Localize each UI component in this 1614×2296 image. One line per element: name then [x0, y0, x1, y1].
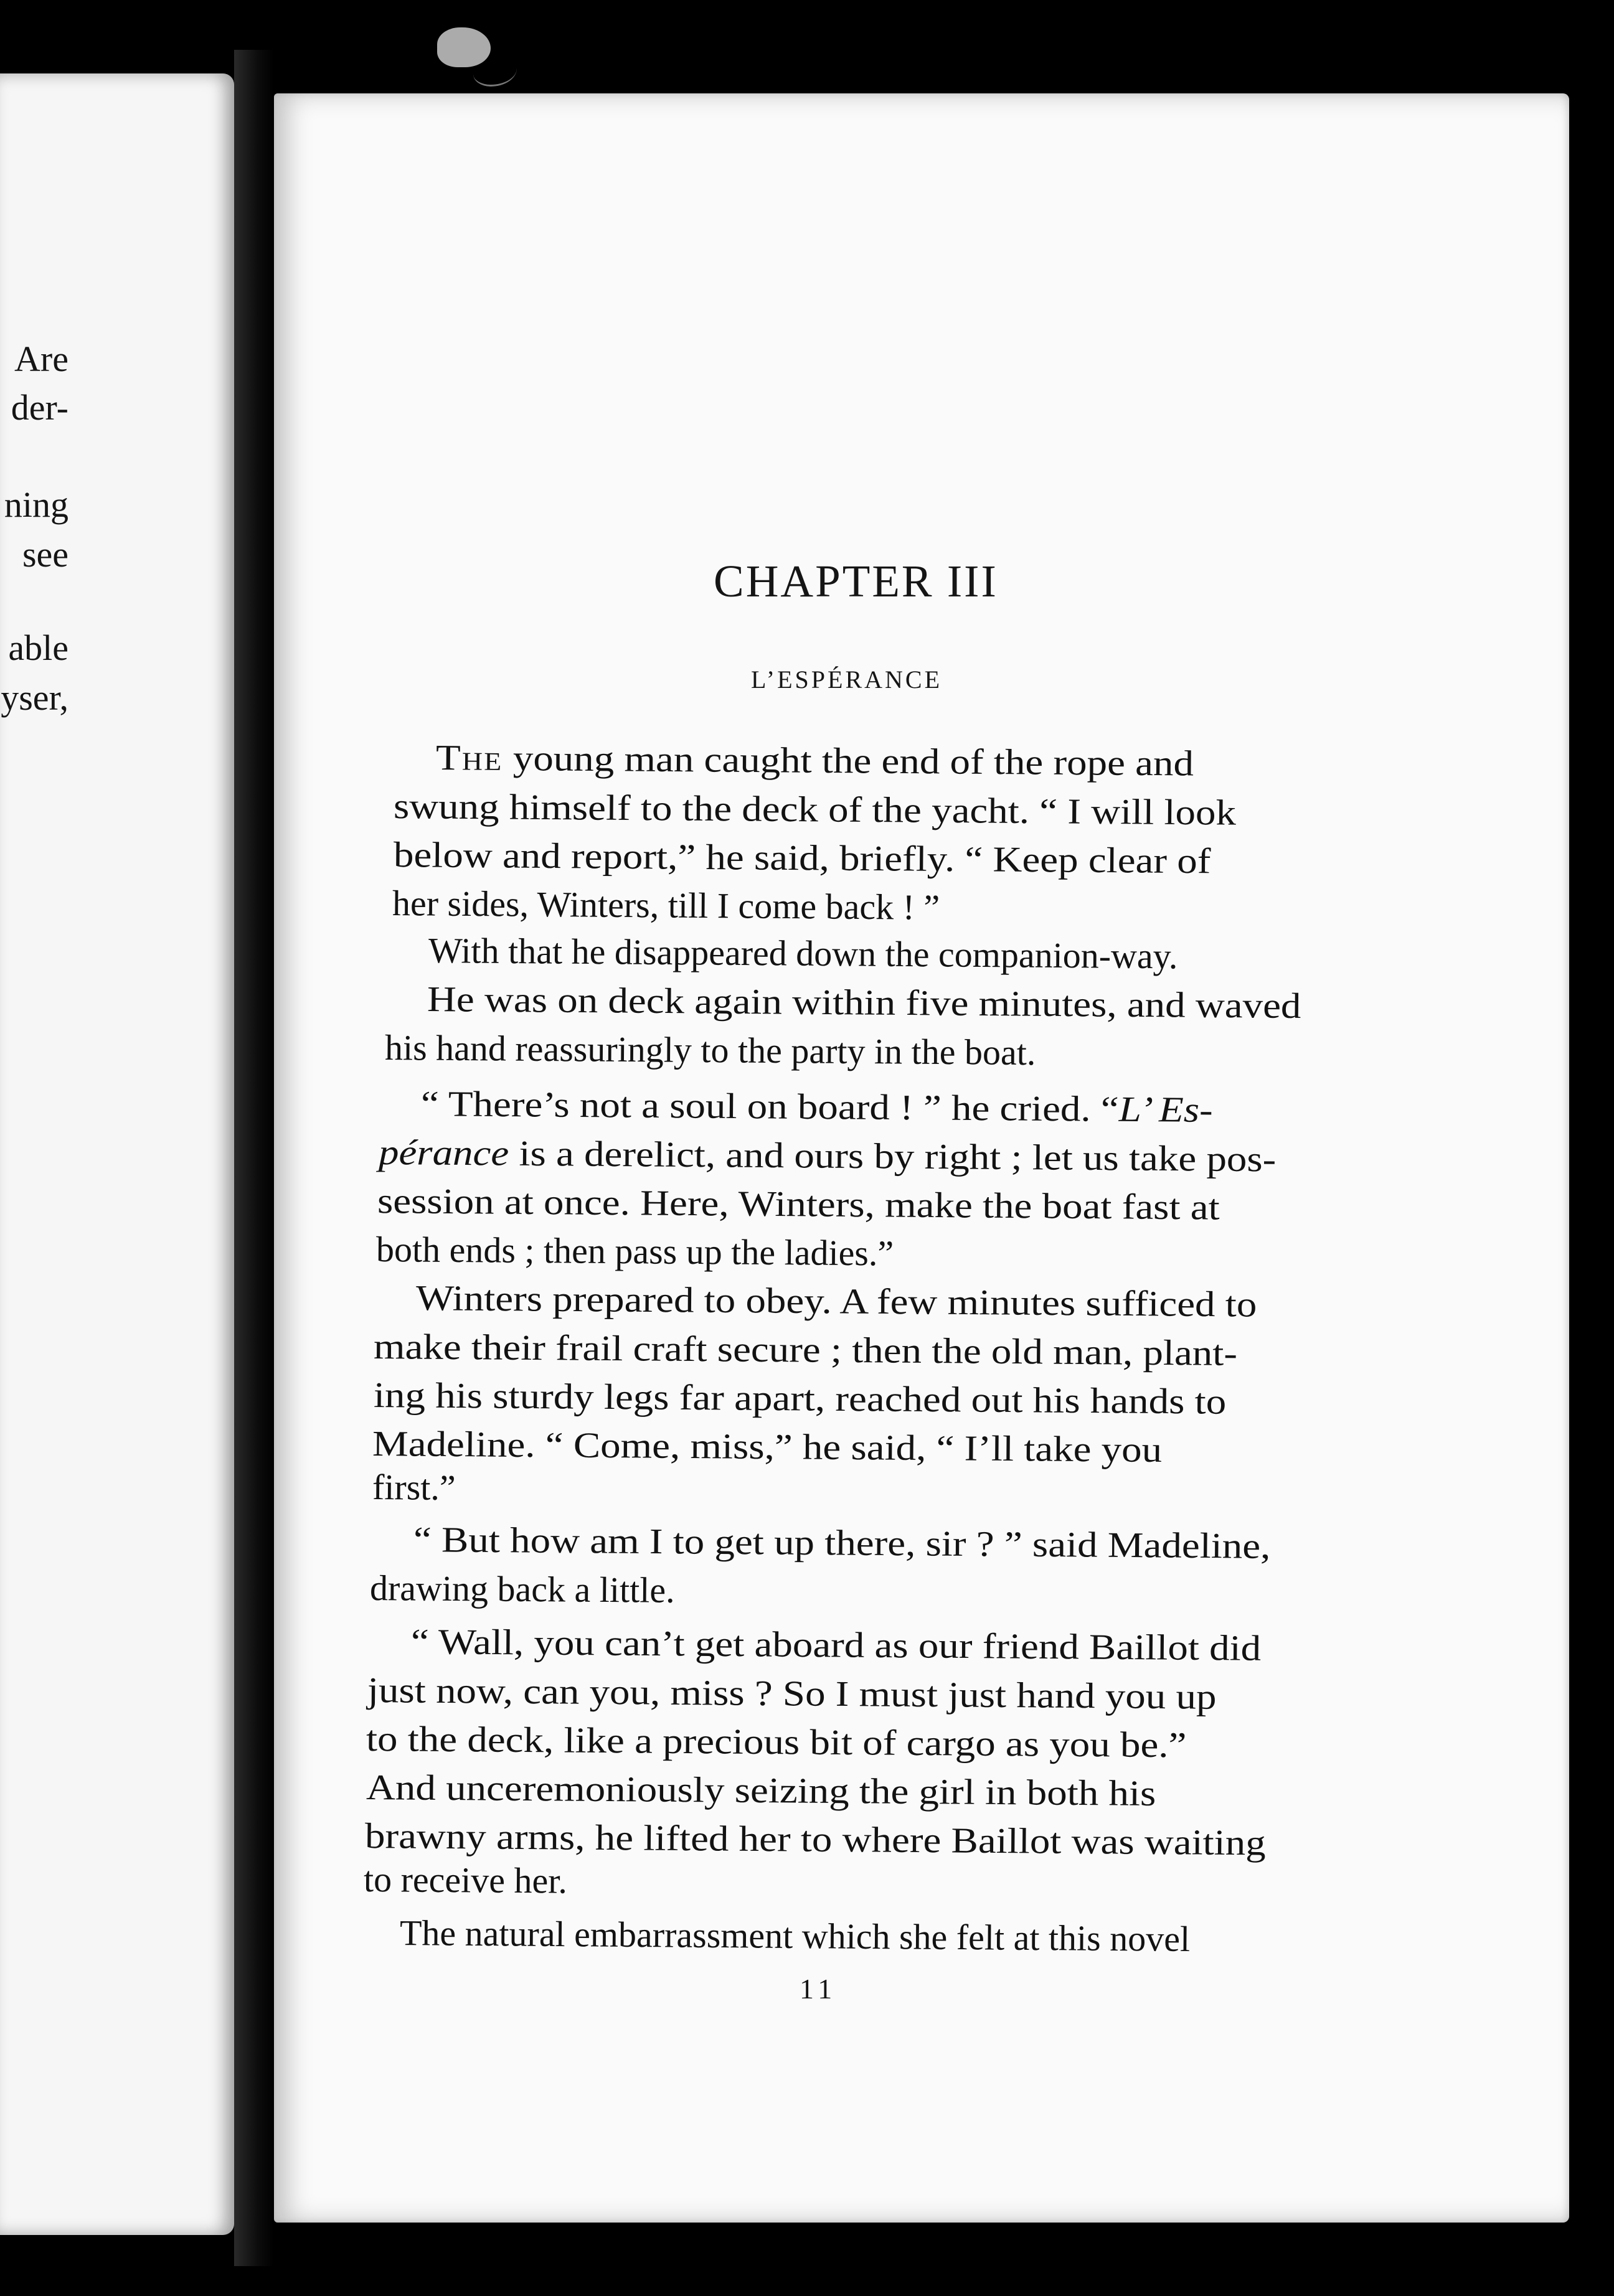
- text-line: [435, 737, 1194, 784]
- left-page-fragment: der-: [11, 387, 68, 428]
- chapter-title: CHAPTER III: [714, 556, 998, 606]
- chapter-subtitle: L’ESPÉRANCE: [751, 666, 943, 694]
- text-line: both ends ; then pass up the ladies.”: [375, 1229, 894, 1274]
- text-line: first.”: [372, 1467, 456, 1508]
- text-line: He was on deck again within five minutes, and waved: [427, 979, 1301, 1027]
- left-facing-page: [0, 73, 234, 2235]
- left-page-fragment: yser,: [1, 677, 68, 718]
- text-line: ing his sturdy legs far apart, reached out his hands to: [373, 1375, 1227, 1422]
- drop-word: The: [435, 737, 503, 778]
- text-line: “ Wall, you can’t get aboard as our friend Baillot did: [410, 1621, 1262, 1668]
- text-line: just now, can you, miss ? So I must just hand you up: [367, 1670, 1217, 1717]
- text-line: With that he disappeared down the companion-way.: [428, 930, 1178, 977]
- dust-thread: [473, 56, 517, 87]
- text-line: her sides, Winters, till I come back ! ”: [392, 883, 940, 928]
- text-line: his hand reassuringly to the party in the boat.: [384, 1027, 1036, 1073]
- left-page-fragment: able: [8, 628, 68, 668]
- left-page-fragment: see: [22, 534, 68, 575]
- text-line: drawing back a little.: [369, 1568, 675, 1611]
- page-number: 11: [800, 1973, 838, 2005]
- text-line: swung himself to the deck of the yacht. “ I will look: [393, 786, 1237, 833]
- text-segment: is a derelict, and ours by right ; let us take pos-: [508, 1132, 1277, 1180]
- left-page-fragment: Are: [14, 339, 68, 379]
- text-line: “ But how am I to get up there, sir ? ” said Madeline,: [413, 1519, 1271, 1566]
- italic-title: pérance: [378, 1132, 509, 1174]
- text-line: session at once. Here, Winters, make the boat fast at: [377, 1180, 1220, 1228]
- text-line: And unceremoniously seizing the girl in both his: [366, 1767, 1156, 1814]
- text-line: [378, 1132, 1277, 1180]
- text-line: below and report,” he said, briefly. “ Keep clear of: [393, 834, 1211, 882]
- text-line: to the deck, like a precious bit of cargo as you be.”: [366, 1718, 1187, 1766]
- text-line: Madeline. “ Come, miss,” he said, “ I’ll take you: [372, 1423, 1163, 1470]
- text-segment: “ There’s not a soul on board ! ” he cried. “: [420, 1083, 1119, 1129]
- text-line: make their frail craft secure ; then the old man, plant-: [373, 1326, 1238, 1373]
- book-gutter: [234, 50, 274, 2266]
- text-line: brawny arms, he lifted her to where Baillot was waiting: [364, 1815, 1266, 1863]
- text-line-rest: young man caught the end of the rope and: [503, 737, 1194, 784]
- text-line: The natural embarrassment which she felt at this novel: [399, 1913, 1191, 1959]
- italic-title: L’ Es-: [1118, 1088, 1213, 1130]
- left-page-fragment: ning: [4, 484, 68, 525]
- text-line: to receive her.: [363, 1859, 568, 1901]
- text-line: [420, 1083, 1213, 1130]
- text-line: Winters prepared to obey. A few minutes sufficed to: [415, 1277, 1257, 1325]
